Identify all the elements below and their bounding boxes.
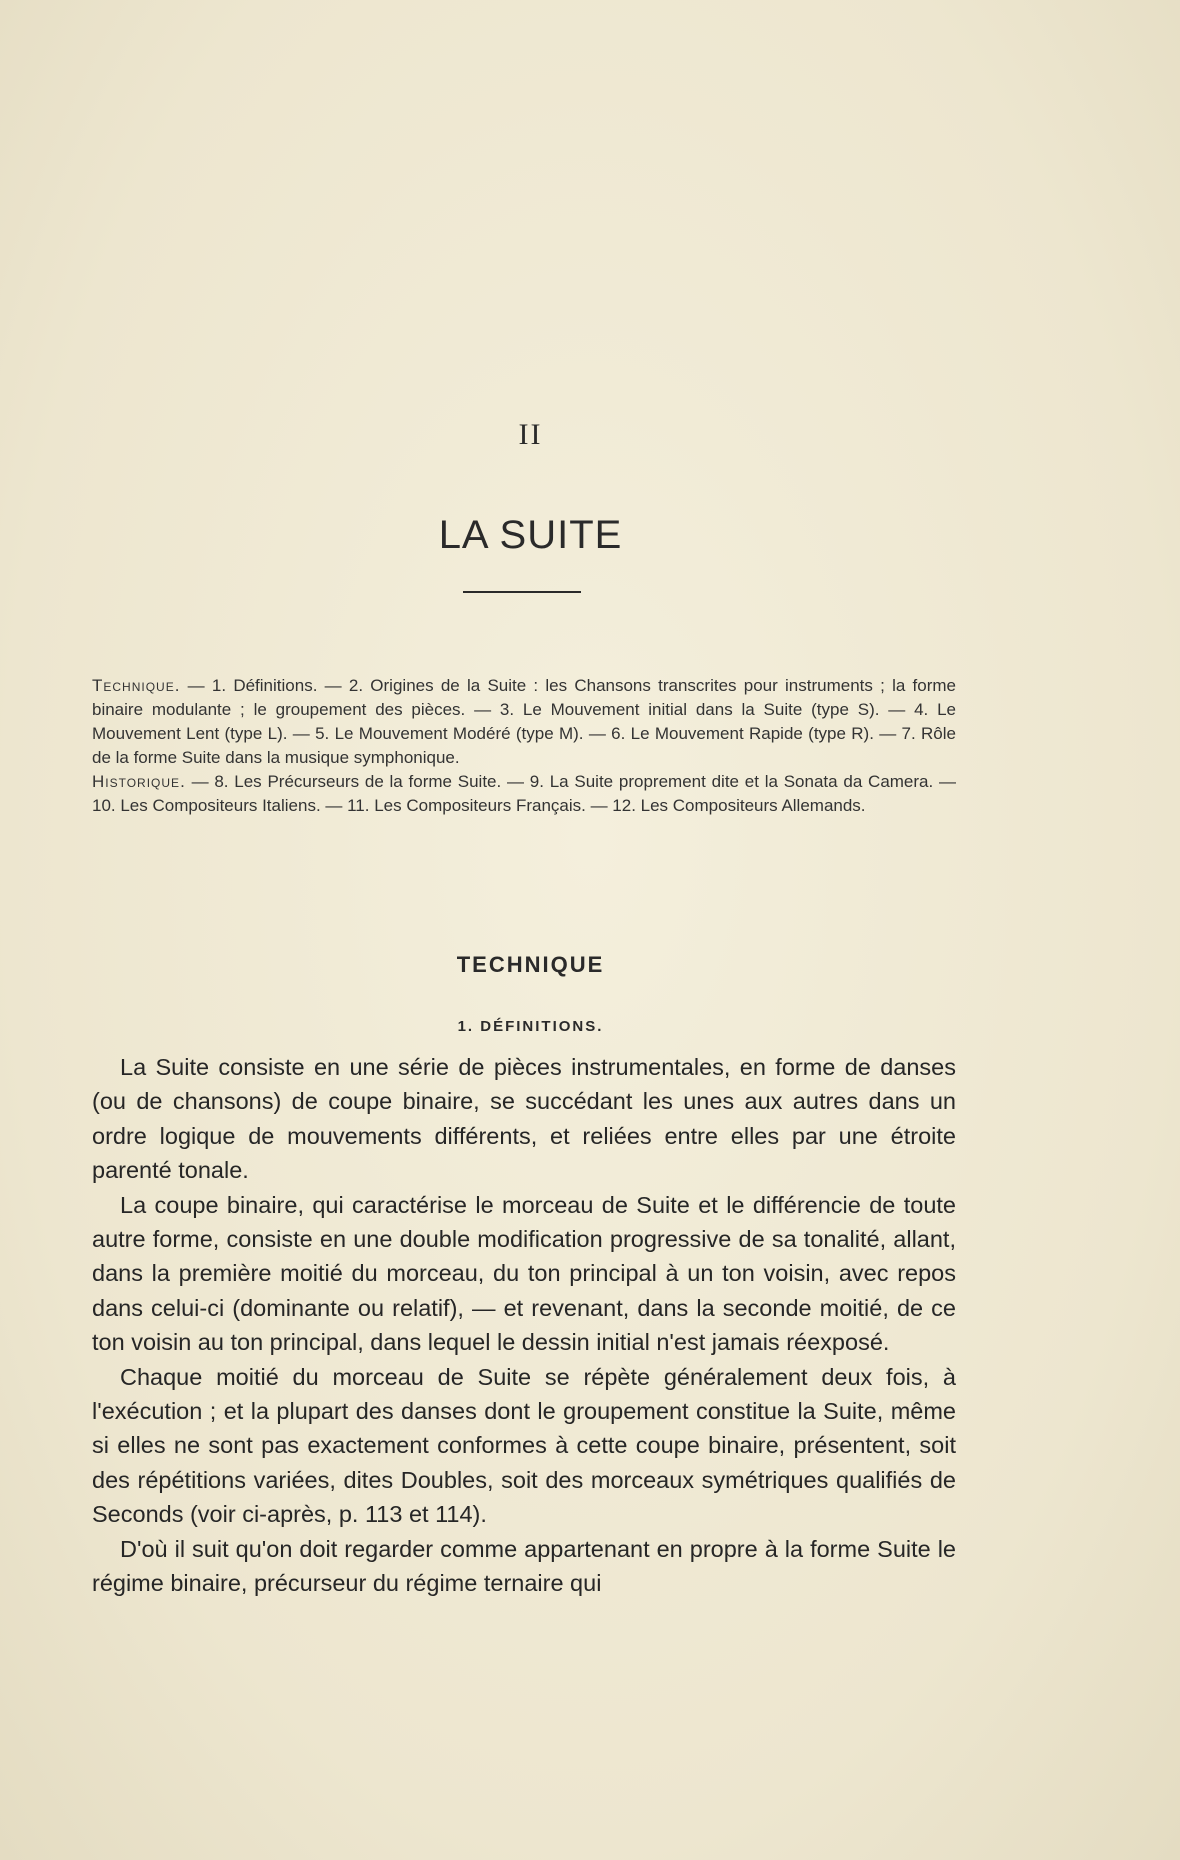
chapter-number: II [518,418,543,451]
summary-technique [92,674,956,770]
body-text [92,1050,956,1601]
summary-historique-head: Historique. [92,772,186,791]
title-rule [463,591,581,593]
subsection-heading: 1. DÉFINITIONS. [457,1018,604,1035]
section-heading: TECHNIQUE [456,952,605,978]
chapter-title: LA SUITE [438,512,623,557]
summary-technique-head: Technique. [92,676,181,695]
summary-technique-text: — 1. Définitions. — 2. Origines de la Suite : les Chansons transcrites pour instruments ; la forme binaire modulante ; le groupement des pièces. — 3. Le Mouvement initial dans la Suite (type S). — 4. Le Mouvement Lent (type L). — 5. Le Mouvement Modéré (type M). — 6. Le Mouvement Rapide (type R). — 7. Rôle de la forme Suite dans la musique symphonique. [92,676,956,767]
body-paragraph-3: Chaque moitié du morceau de Suite se répète généralement deux fois, à l'exécution ; et la plupart des danses dont le groupement constitue la Suite, même si elles ne sont pas exactement conformes à cette coupe binaire, présentent, soit des répétitions variées, dites Doubles, soit des morceaux symétriques qualifiés de Seconds (voir ci-après, p. 113 et 114). [92,1363,956,1528]
summary-historique [92,770,956,818]
body-paragraph-1: La Suite consiste en une série de pièces instrumentales, en forme de danses (ou de chansons) de coupe binaire, se succédant les unes aux autres dans un ordre logique de mouvements différents, et reliées entre elles par une étroite parenté tonale. [92,1054,956,1184]
summary-historique-text: — 8. Les Précurseurs de la forme Suite. — 9. La Suite proprement dite et la Sonata da Camera. — 10. Les Compositeurs Italiens. — 11. Les Compositeurs Français. — 12. Les Compositeurs Allemands. [92,772,956,815]
body-paragraph-2: La coupe binaire, qui caractérise le morceau de Suite et le différencie de toute autre forme, consiste en une double modification progressive de sa tonalité, allant, dans la première moitié du morceau, du ton principal à un ton voisin, avec repos dans celui-ci (dominante ou relatif), — et revenant, dans la seconde moitié, de ce ton voisin au ton principal, dans lequel le dessin initial n'est jamais réexposé. [92,1191,956,1356]
chapter-summary [92,674,956,818]
body-paragraph-4: D'où il suit qu'on doit regarder comme appartenant en propre à la forme Suite le régime binaire, précurseur du régime ternaire qui [92,1535,956,1597]
